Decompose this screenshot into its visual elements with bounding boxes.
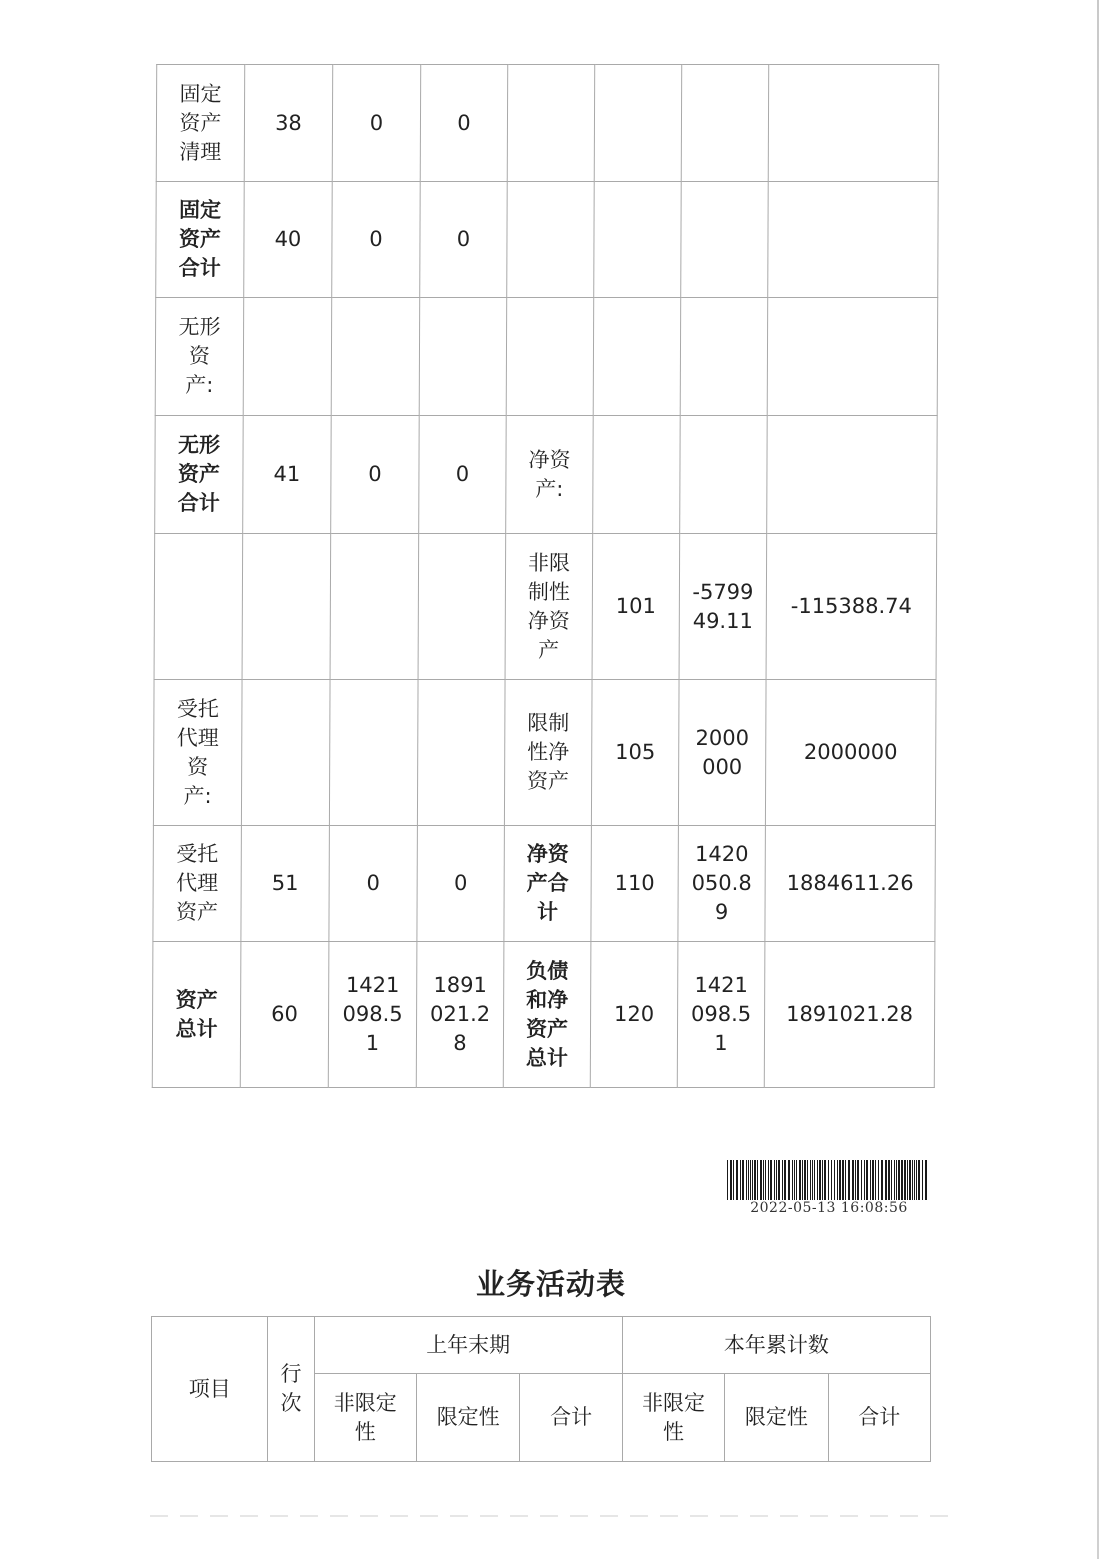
barcode-bar: [788, 1160, 790, 1200]
barcode-bar: [824, 1160, 826, 1200]
liab-line: 105: [615, 740, 656, 764]
liab-item-cell: [503, 942, 591, 1088]
barcode-bar: [742, 1160, 744, 1200]
balance-row: [156, 182, 939, 298]
next-page-edge: [150, 1515, 950, 1517]
liab-line-cell: [590, 942, 678, 1088]
liab-curr: 1884611.26: [786, 871, 914, 895]
barcode-bar: [909, 1160, 911, 1200]
barcode-bar: [752, 1160, 753, 1200]
header-item: 项目: [152, 1317, 268, 1462]
assets-item-cell: [156, 65, 245, 182]
barcode-bar: [870, 1160, 871, 1200]
assets-item-cell: [152, 942, 241, 1088]
assets-item-cell: [155, 416, 244, 534]
header-curr-unrestricted: 非限定性: [622, 1374, 724, 1462]
barcode-bar: [796, 1160, 797, 1200]
barcode-bar: [907, 1160, 908, 1200]
barcode-bar: [799, 1160, 801, 1200]
assets-curr: 1891021.28: [429, 973, 491, 1055]
liab-prev-cell: [680, 298, 768, 416]
barcode-bar: [888, 1160, 890, 1200]
barcode-bar: [837, 1160, 838, 1200]
barcode-bar: [765, 1160, 766, 1200]
barcode-bar: [891, 1160, 892, 1200]
activity-statement-title: 业务活动表: [475, 1267, 626, 1301]
assets-prev-cell: [331, 298, 420, 416]
assets-prev-cell: [331, 416, 420, 534]
barcode-bar: [866, 1160, 868, 1200]
liab-line-cell: [594, 182, 682, 298]
barcode-bar: [848, 1160, 850, 1200]
assets-prev: 1421098.51: [342, 973, 403, 1055]
balance-row: [152, 942, 935, 1088]
assets-curr-cell: [418, 534, 506, 680]
assets-prev: 0: [369, 110, 384, 135]
barcode-bar: [855, 1160, 856, 1200]
liab-prev: 2000000: [695, 725, 750, 779]
assets-curr-cell: [420, 65, 508, 182]
barcode-bar: [857, 1160, 859, 1200]
scan-edge: [1097, 0, 1099, 1559]
barcode-bar: [845, 1160, 846, 1200]
assets-line-cell: [243, 416, 332, 534]
assets-item-cell: [153, 680, 242, 826]
assets-prev: 0: [369, 227, 383, 251]
assets-curr-cell: [416, 942, 504, 1088]
barcode-bar: [784, 1160, 786, 1200]
assets-prev-cell: [328, 942, 417, 1088]
barcode-bar: [878, 1160, 879, 1200]
barcode-bar: [831, 1160, 832, 1200]
barcode-bar: [768, 1160, 769, 1200]
barcode-bar: [912, 1160, 913, 1200]
assets-line-cell: [241, 826, 330, 942]
assets-line-cell: [244, 65, 333, 182]
liab-prev-cell: [679, 534, 767, 680]
liab-item-cell: [505, 534, 593, 680]
liab-curr-cell: [767, 298, 938, 416]
barcode-bar: [914, 1160, 915, 1200]
header-prev-unrestricted: 非限定性: [314, 1374, 416, 1462]
barcode-bar: [782, 1160, 783, 1200]
barcode-bar: [898, 1160, 900, 1200]
liab-curr-cell: [767, 416, 938, 534]
liab-prev: 1421098.51: [690, 973, 752, 1055]
barcode-bar: [778, 1160, 780, 1200]
barcode-bar: [792, 1160, 793, 1200]
header-prev-total: 合计: [520, 1374, 622, 1462]
liab-curr-cell: [764, 942, 935, 1088]
barcode-bar: [810, 1160, 811, 1200]
assets-prev-cell: [330, 534, 419, 680]
liab-line-cell: [594, 65, 682, 182]
barcode-bar: [916, 1160, 917, 1200]
liab-line-cell: [591, 826, 679, 942]
liab-curr: 2000000: [803, 740, 898, 764]
liab-line-cell: [593, 298, 681, 416]
liab-prev: 1420050.89: [691, 842, 752, 924]
barcode-bar: [817, 1160, 818, 1200]
barcode-bar: [754, 1160, 756, 1200]
assets-prev: 0: [368, 462, 382, 486]
barcode-bar: [861, 1160, 862, 1200]
assets-line-cell: [243, 298, 332, 416]
assets-line-cell: [241, 680, 330, 826]
assets-item: 固定资产清理: [179, 81, 222, 164]
assets-line: 51: [271, 871, 299, 895]
activity-header-row-1: [152, 1317, 931, 1374]
liab-line: 110: [614, 871, 655, 895]
barcode-bar: [894, 1160, 895, 1200]
barcode-bar: [828, 1160, 829, 1200]
assets-item-cell: [155, 298, 244, 416]
barcode-timestamp: 2022-05-13 16:08:56: [750, 1200, 908, 1216]
barcode-bar: [896, 1160, 897, 1200]
barcode-bar: [740, 1160, 741, 1200]
barcode-bar: [852, 1160, 854, 1200]
assets-curr: 0: [453, 871, 468, 895]
barcode-bar: [746, 1160, 747, 1200]
liab-curr-cell: [765, 680, 936, 826]
barcode-bar: [733, 1160, 734, 1200]
assets-line-cell: [240, 942, 329, 1088]
barcode-bar: [736, 1160, 738, 1200]
balance-row: [153, 826, 936, 942]
barcode-bar: [760, 1160, 762, 1200]
liab-curr-cell: [768, 182, 939, 298]
barcode-bar: [757, 1160, 758, 1200]
assets-item: 无形资产:: [178, 315, 221, 397]
assets-line-cell: [242, 534, 331, 680]
barcode-bar: [763, 1160, 764, 1200]
assets-prev-cell: [332, 65, 421, 182]
assets-prev-cell: [329, 680, 418, 826]
balance-row: [156, 65, 939, 182]
assets-line-cell: [244, 182, 333, 298]
barcode-bar: [872, 1160, 874, 1200]
barcode-bar: [819, 1160, 821, 1200]
barcode-bar: [885, 1160, 887, 1200]
barcode-bar: [750, 1160, 751, 1200]
liab-prev-cell: [680, 416, 768, 534]
barcode-bar: [802, 1160, 803, 1200]
barcode-bar: [834, 1160, 835, 1200]
barcode-bar: [794, 1160, 795, 1200]
assets-curr-cell: [417, 826, 505, 942]
assets-curr-cell: [419, 416, 507, 534]
assets-item: 无形资产合计: [177, 433, 221, 515]
assets-curr: 0: [456, 227, 471, 251]
barcode-bar: [925, 1160, 927, 1200]
assets-item: 受托代理资产:: [176, 696, 219, 808]
barcode-bar: [812, 1160, 813, 1200]
liab-curr: -115388.74: [790, 594, 912, 618]
liab-line: 101: [615, 594, 656, 618]
assets-item: 资产总计: [175, 987, 218, 1041]
header-curr-period: 本年累计数: [622, 1317, 930, 1374]
liab-item: 净资产合计: [526, 842, 569, 924]
barcode-bar: [807, 1160, 808, 1200]
assets-prev-cell: [329, 826, 418, 942]
barcode-bar: [918, 1160, 920, 1200]
liab-item: 非限制性净资产: [527, 550, 571, 662]
assets-line: 40: [274, 227, 302, 251]
balance-row: [154, 534, 937, 680]
barcode-bar: [748, 1160, 749, 1200]
liab-item-cell: [507, 65, 595, 182]
assets-item-cell: [153, 826, 242, 942]
liab-curr-cell: [765, 826, 936, 942]
balance-sheet-table: [152, 64, 939, 1088]
barcode-bar: [901, 1160, 903, 1200]
liab-item: 限制性净资产: [527, 711, 570, 793]
liab-curr-cell: [766, 534, 937, 680]
barcode-bar: [770, 1160, 772, 1200]
liab-line-cell: [591, 680, 679, 826]
header-prev-restricted: 限定性: [417, 1374, 520, 1462]
liab-line: 120: [613, 1002, 655, 1026]
barcode-bar: [822, 1160, 823, 1200]
liab-prev-cell: [678, 680, 766, 826]
barcode-bar: [904, 1160, 906, 1200]
liab-curr: 1891021.28: [786, 1002, 914, 1026]
liab-item-cell: [506, 416, 594, 534]
barcode-bar: [881, 1160, 883, 1200]
liab-prev-cell: [681, 182, 769, 298]
assets-curr: 0: [457, 110, 471, 135]
assets-item-cell: [156, 182, 245, 298]
assets-curr-cell: [419, 298, 507, 416]
assets-item: 受托代理资产: [175, 842, 219, 924]
liab-item: 负债和净资产总计: [525, 958, 569, 1070]
assets-curr-cell: [417, 680, 505, 826]
barcode-image: [727, 1160, 929, 1200]
assets-line: 60: [271, 1002, 299, 1026]
liab-prev-cell: [678, 826, 766, 942]
liab-item-cell: [506, 298, 594, 416]
barcode-bar: [804, 1160, 806, 1200]
balance-row: [153, 680, 936, 826]
balance-sheet-body: [152, 65, 938, 1088]
barcode-bar: [814, 1160, 815, 1200]
liab-prev-cell: [677, 942, 765, 1088]
assets-curr-cell: [420, 182, 508, 298]
barcode-bar: [730, 1160, 732, 1200]
liab-prev: -579949.11: [692, 579, 754, 633]
assets-item-cell: [154, 534, 243, 680]
liab-item-cell: [507, 182, 595, 298]
liab-line-cell: [593, 416, 681, 534]
liab-line-cell: [592, 534, 680, 680]
barcode-bar: [774, 1160, 775, 1200]
barcode-bar: [922, 1160, 923, 1200]
assets-line: 41: [273, 462, 301, 486]
liab-item-cell: [504, 680, 592, 826]
barcode-bar: [727, 1160, 728, 1200]
header-curr-total: 合计: [828, 1374, 930, 1462]
barcode-bar: [864, 1160, 865, 1200]
balance-row: [155, 298, 938, 416]
barcode-bar: [776, 1160, 777, 1200]
liab-prev-cell: [681, 65, 769, 182]
balance-row: [155, 416, 938, 534]
header-line-no: 行次: [268, 1317, 314, 1462]
liab-item: 净资产:: [528, 447, 571, 501]
assets-prev: 0: [366, 871, 380, 895]
liab-curr-cell: [768, 65, 939, 182]
liab-item-cell: [504, 826, 592, 942]
assets-prev-cell: [332, 182, 421, 298]
assets-item: 固定资产合计: [178, 198, 222, 280]
header-prev-period: 上年末期: [314, 1317, 622, 1374]
assets-line: 38: [275, 110, 302, 135]
assets-curr: 0: [455, 462, 470, 486]
activity-statement-table: [151, 1316, 931, 1462]
barcode-bar: [839, 1160, 841, 1200]
header-curr-restricted: 限定性: [725, 1374, 828, 1462]
barcode-bar: [842, 1160, 844, 1200]
barcode-bar: [875, 1160, 876, 1200]
